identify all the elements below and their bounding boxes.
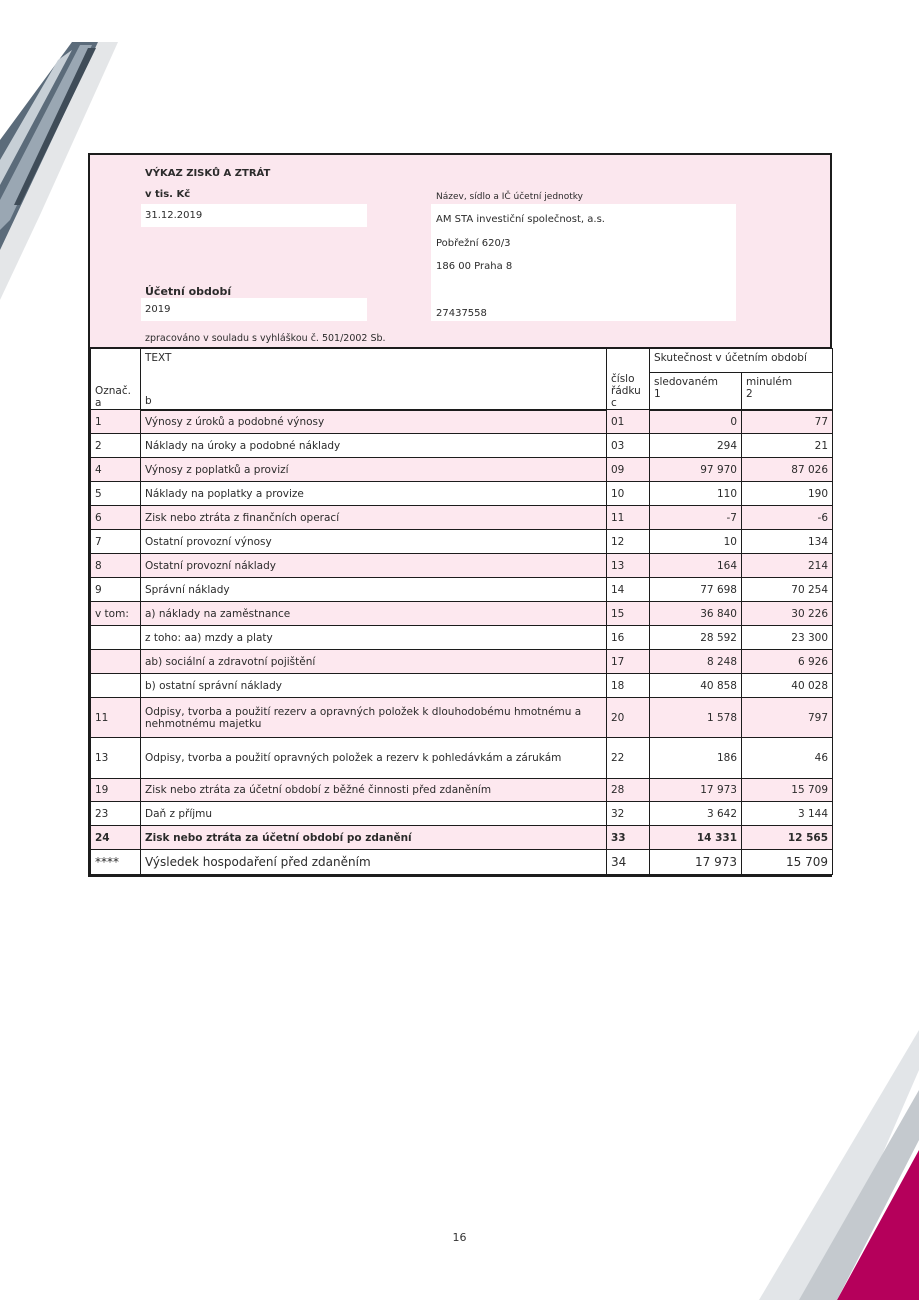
table-row	[91, 802, 833, 826]
row-previous-value: 46	[742, 738, 833, 779]
row-text: ab) sociální a zdravotní pojištění	[141, 650, 607, 674]
row-previous-value: 15 709	[742, 850, 833, 875]
row-previous-value: 6 926	[742, 650, 833, 674]
row-line-number: 22	[607, 738, 650, 779]
row-text: Výnosy z úroků a podobné výnosy	[141, 410, 607, 434]
row-current-value: 36 840	[650, 602, 742, 626]
row-text: Zisk nebo ztráta z finančních operací	[141, 506, 607, 530]
table-row	[91, 738, 833, 779]
col-actual-header: Skutečnost v účetním období	[650, 349, 833, 373]
col-current-no: 1	[654, 388, 661, 400]
row-current-value: 28 592	[650, 626, 742, 650]
row-mark: 7	[91, 530, 141, 554]
col-line-letter: c	[611, 397, 617, 409]
row-line-number: 34	[607, 850, 650, 875]
row-mark: 24	[91, 826, 141, 850]
compliance-note: zpracováno v souladu s vyhláškou č. 501/2002 Sb.	[145, 333, 386, 344]
row-text: Zisk nebo ztráta za účetní období z běžné činnosti před zdaněním	[141, 779, 607, 802]
entity-street: Pobřežní 620/3	[436, 238, 511, 249]
row-current-value: -7	[650, 506, 742, 530]
table-row	[91, 458, 833, 482]
row-previous-value: 23 300	[742, 626, 833, 650]
table-row	[91, 650, 833, 674]
row-text: Odpisy, tvorba a použití opravných položek a rezerv k pohledávkám a zárukám	[141, 738, 607, 779]
table-row	[91, 779, 833, 802]
row-previous-value: 40 028	[742, 674, 833, 698]
profit-loss-statement	[88, 153, 832, 877]
table-row	[91, 482, 833, 506]
row-text: Správní náklady	[141, 578, 607, 602]
col-current-label: sledovaném	[654, 376, 718, 388]
row-mark: 6	[91, 506, 141, 530]
row-text: b) ostatní správní náklady	[141, 674, 607, 698]
row-current-value: 1 578	[650, 698, 742, 738]
row-previous-value: 15 709	[742, 779, 833, 802]
row-text: z toho: aa) mzdy a platy	[141, 626, 607, 650]
row-mark: 11	[91, 698, 141, 738]
row-line-number: 01	[607, 410, 650, 434]
row-previous-value: 87 026	[742, 458, 833, 482]
row-current-value: 97 970	[650, 458, 742, 482]
row-line-number: 28	[607, 779, 650, 802]
col-previous-no: 2	[746, 388, 753, 400]
row-mark	[91, 626, 141, 650]
entity-city: 186 00 Praha 8	[436, 261, 513, 272]
row-current-value: 17 973	[650, 850, 742, 875]
row-text: Daň z příjmu	[141, 802, 607, 826]
row-line-number: 14	[607, 578, 650, 602]
row-line-number: 32	[607, 802, 650, 826]
row-current-value: 8 248	[650, 650, 742, 674]
table-row	[91, 554, 833, 578]
row-previous-value: 3 144	[742, 802, 833, 826]
statement-header	[90, 155, 830, 348]
row-previous-value: 30 226	[742, 602, 833, 626]
corner-decoration-bottom	[759, 1030, 919, 1300]
table-row	[91, 434, 833, 458]
row-line-number: 20	[607, 698, 650, 738]
table-row	[91, 626, 833, 650]
table-row	[91, 826, 833, 850]
units-label: v tis. Kč	[145, 189, 191, 200]
row-line-number: 16	[607, 626, 650, 650]
row-line-number: 13	[607, 554, 650, 578]
row-previous-value: 134	[742, 530, 833, 554]
table-row	[91, 850, 833, 875]
row-current-value: 186	[650, 738, 742, 779]
entity-field	[431, 204, 736, 321]
col-mark-letter: a	[95, 397, 102, 409]
row-line-number: 03	[607, 434, 650, 458]
row-line-number: 33	[607, 826, 650, 850]
row-line-number: 18	[607, 674, 650, 698]
row-line-number: 12	[607, 530, 650, 554]
table-row	[91, 410, 833, 434]
row-current-value: 40 858	[650, 674, 742, 698]
col-mark-label: Označ.	[95, 385, 131, 397]
row-current-value: 77 698	[650, 578, 742, 602]
row-text: Výsledek hospodaření před zdaněním	[141, 850, 607, 875]
row-previous-value: 21	[742, 434, 833, 458]
row-mark: 13	[91, 738, 141, 779]
table-row	[91, 698, 833, 738]
table-row	[91, 506, 833, 530]
row-mark	[91, 650, 141, 674]
table-row	[91, 602, 833, 626]
entity-label: Název, sídlo a IČ účetní jednotky	[436, 192, 583, 202]
date-value: 31.12.2019	[145, 210, 203, 221]
row-current-value: 110	[650, 482, 742, 506]
row-previous-value: 70 254	[742, 578, 833, 602]
row-previous-value: 190	[742, 482, 833, 506]
page-number: 16	[452, 1231, 467, 1244]
row-mark: 19	[91, 779, 141, 802]
row-line-number: 10	[607, 482, 650, 506]
entity-name: AM STA investiční společnost, a.s.	[436, 214, 605, 225]
statement-table	[90, 348, 833, 875]
col-previous-label: minulém	[746, 376, 793, 388]
statement-title: VÝKAZ ZISKŮ A ZTRÁT	[145, 168, 271, 179]
row-mark	[91, 674, 141, 698]
table-row	[91, 578, 833, 602]
col-line-label: číslo řádku	[611, 373, 641, 397]
col-text-letter: b	[141, 373, 607, 410]
row-text: Odpisy, tvorba a použití rezerv a opravných položek k dlouhodobému hmotnému a nehmotnému majetku	[141, 698, 607, 738]
row-text: a) náklady na zaměstnance	[141, 602, 607, 626]
row-text: Ostatní provozní výnosy	[141, 530, 607, 554]
row-current-value: 17 973	[650, 779, 742, 802]
period-field	[141, 298, 367, 321]
row-current-value: 14 331	[650, 826, 742, 850]
row-previous-value: 77	[742, 410, 833, 434]
row-mark: 5	[91, 482, 141, 506]
table-row	[91, 674, 833, 698]
row-mark: 9	[91, 578, 141, 602]
row-mark: 2	[91, 434, 141, 458]
row-current-value: 3 642	[650, 802, 742, 826]
row-text: Náklady na úroky a podobné náklady	[141, 434, 607, 458]
row-previous-value: 214	[742, 554, 833, 578]
row-mark: 4	[91, 458, 141, 482]
row-current-value: 0	[650, 410, 742, 434]
row-mark: 8	[91, 554, 141, 578]
row-mark: v tom:	[91, 602, 141, 626]
col-mark-header	[91, 349, 141, 410]
col-text-header: TEXT	[141, 349, 607, 373]
col-current-header	[650, 373, 742, 410]
row-previous-value: 797	[742, 698, 833, 738]
period-label: Účetní období	[145, 285, 232, 298]
row-previous-value: -6	[742, 506, 833, 530]
period-value: 2019	[145, 304, 171, 315]
row-line-number: 11	[607, 506, 650, 530]
entity-id: 27437558	[436, 308, 487, 319]
row-line-number: 09	[607, 458, 650, 482]
col-previous-header	[742, 373, 833, 410]
row-current-value: 164	[650, 554, 742, 578]
row-text: Zisk nebo ztráta za účetní období po zdanění	[141, 826, 607, 850]
col-line-header	[607, 349, 650, 410]
row-text: Ostatní provozní náklady	[141, 554, 607, 578]
date-field	[141, 204, 367, 227]
row-text: Výnosy z poplatků a provizí	[141, 458, 607, 482]
row-mark: 23	[91, 802, 141, 826]
row-line-number: 15	[607, 602, 650, 626]
row-mark: ****	[91, 850, 141, 875]
row-current-value: 294	[650, 434, 742, 458]
row-current-value: 10	[650, 530, 742, 554]
row-previous-value: 12 565	[742, 826, 833, 850]
row-line-number: 17	[607, 650, 650, 674]
row-text: Náklady na poplatky a provize	[141, 482, 607, 506]
row-mark: 1	[91, 410, 141, 434]
table-row	[91, 530, 833, 554]
